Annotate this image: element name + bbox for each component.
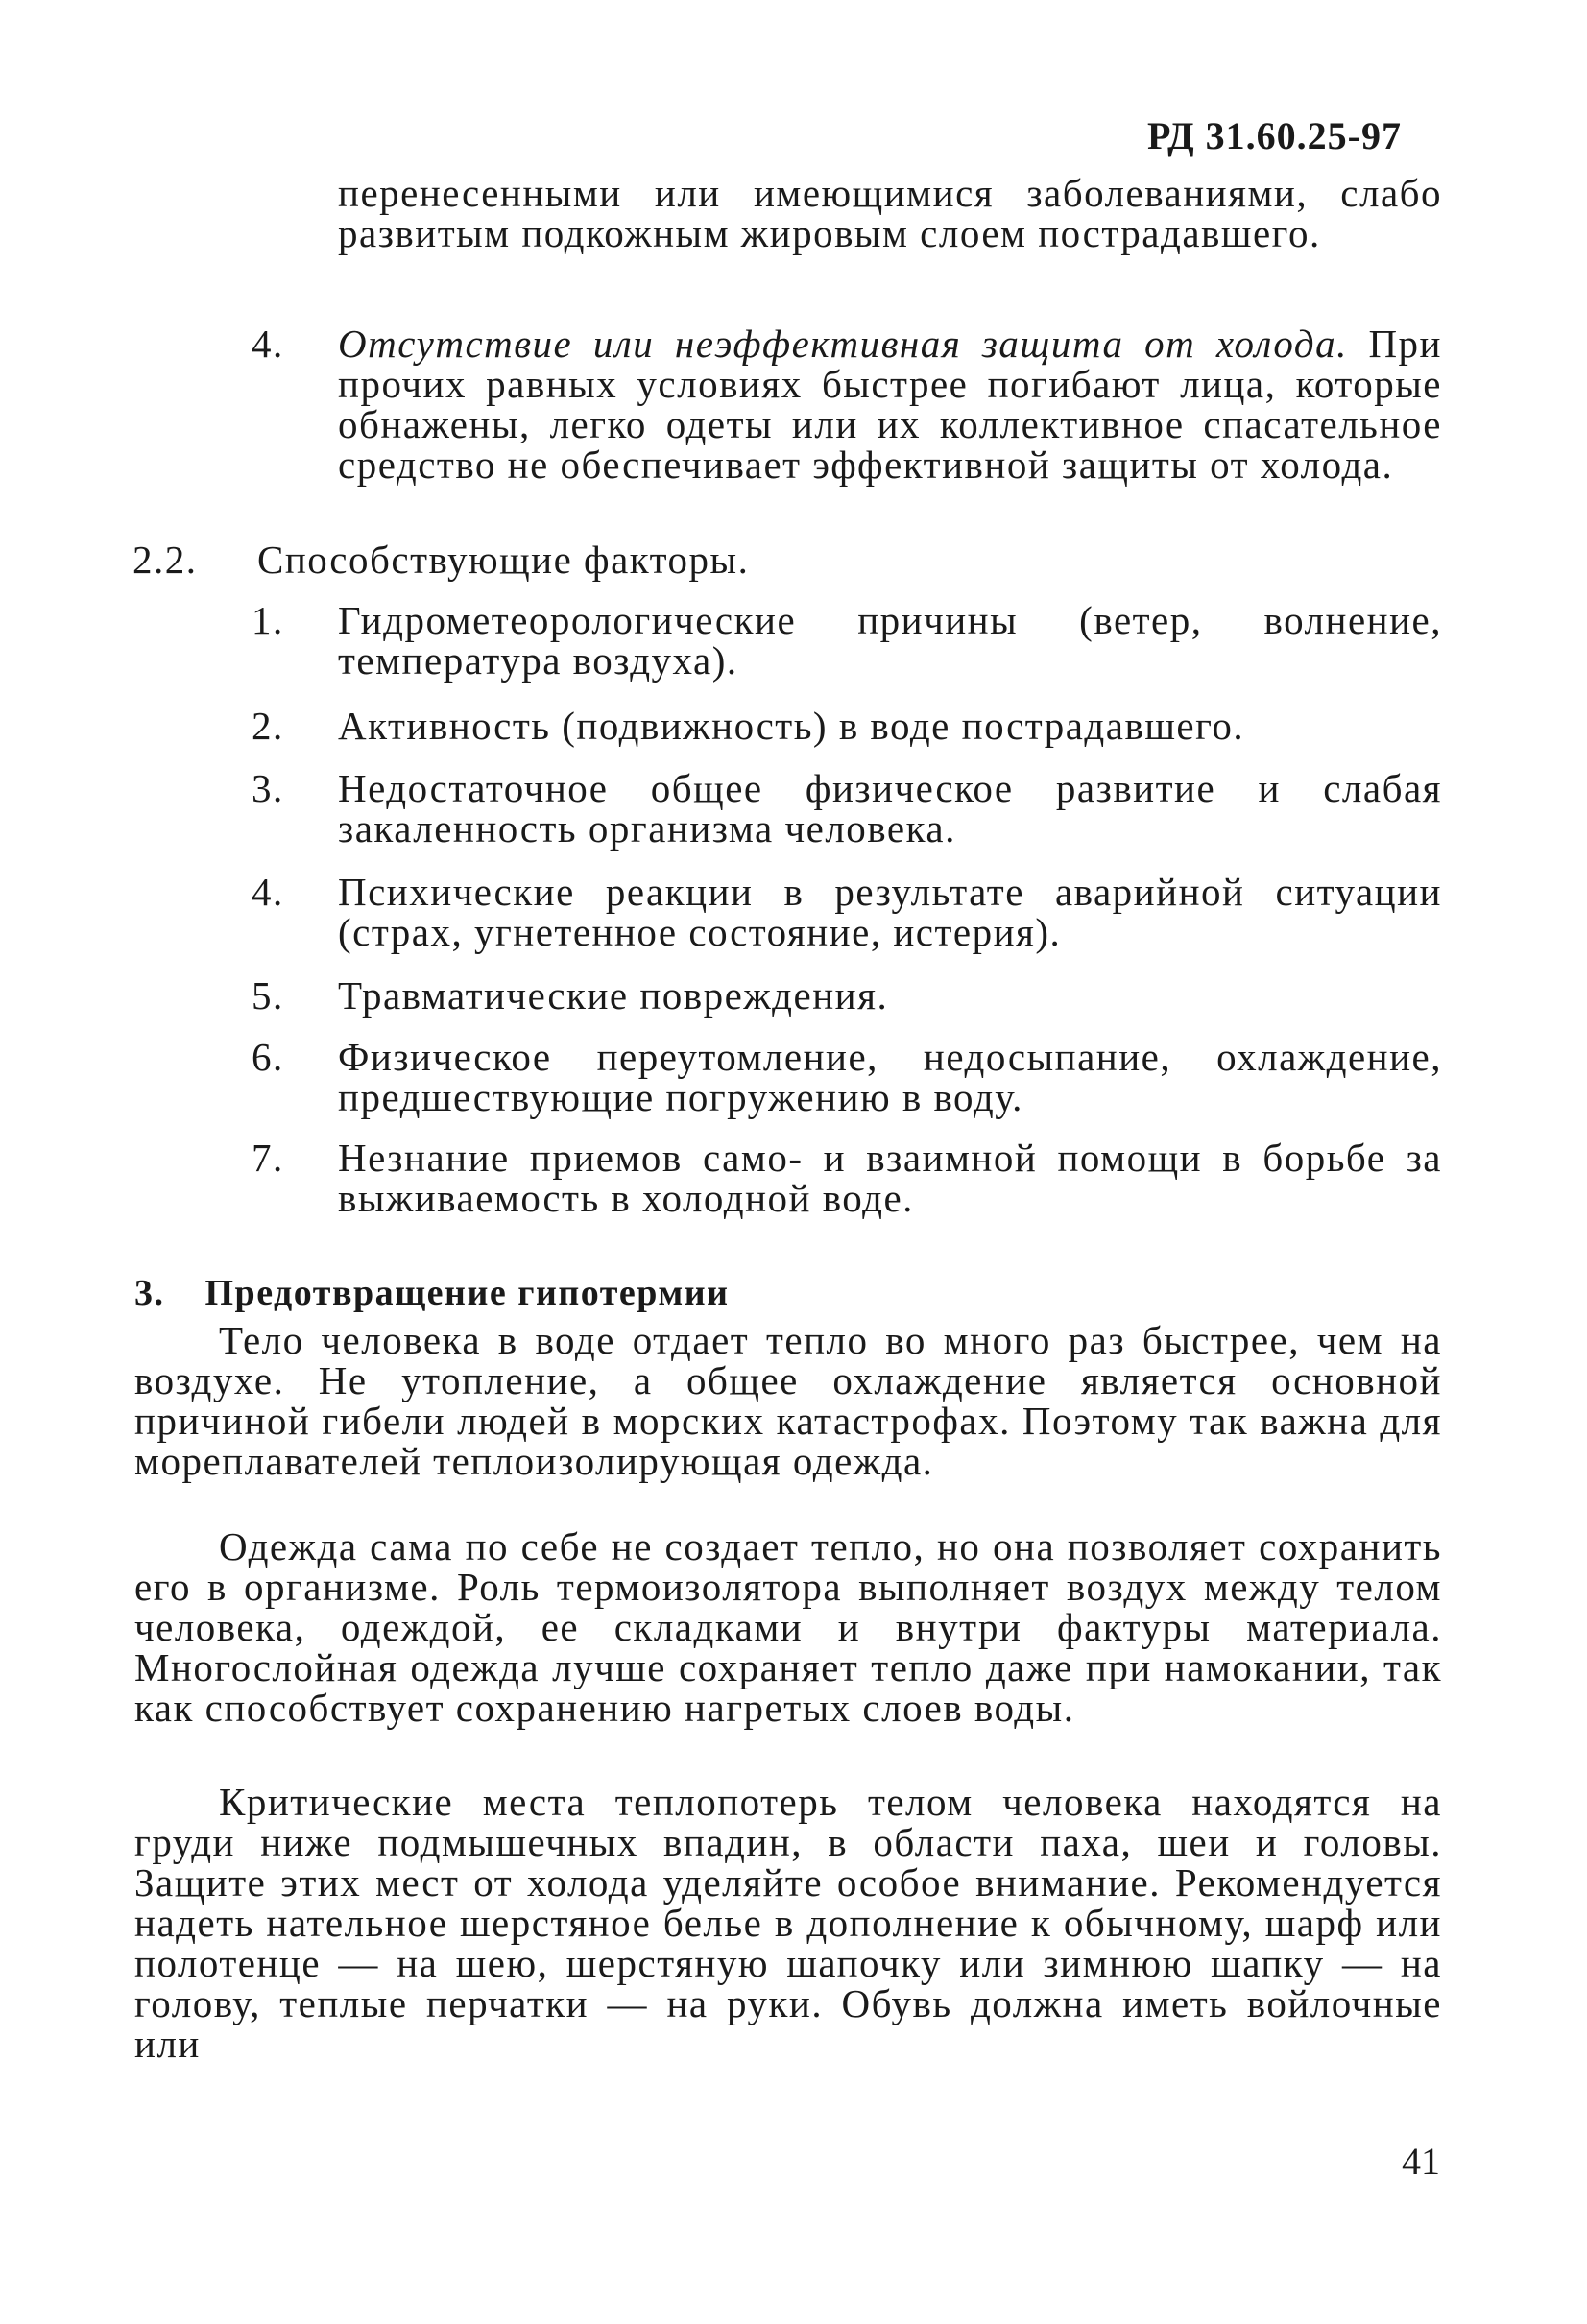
list-item xyxy=(252,768,1442,849)
item-italic-title: Отсутствие или неэффективная защита от холода. xyxy=(338,322,1348,366)
list-item-text: Активность (подвижность) в воде пострадавшего. xyxy=(338,704,1245,748)
list-item xyxy=(252,1037,1442,1117)
list-item-number: 6. xyxy=(252,1035,284,1079)
document-code: РД 31.60.25-97 xyxy=(1147,114,1402,157)
list-item-text: Незнание приемов само- и взаимной помощи в борьбе за выживаемость в холодной воде. xyxy=(338,1136,1442,1220)
list-item xyxy=(252,975,1442,1016)
list-item-number: 4. xyxy=(252,870,284,914)
list-item xyxy=(252,323,1442,485)
list-item-text: Психические реакции в результате аварийной ситуации (страх, угнетенное состояние, истерия). xyxy=(338,870,1442,954)
list-item-number: 7. xyxy=(252,1136,284,1180)
item-text: При прочих равных условиях быстрее погибают лица, которые обнажены, легко одеты или их коллективное спасательное средство не обеспечивает эффективной защиты от холода. xyxy=(338,322,1443,487)
body-paragraph: Тело человека в воде отдает тепло во много раз быстрее, чем на воздухе. Не утопление, а общее охлаждение является основной причиной гибели людей в морских катастрофах. Поэтому так важна для мореплавателей теплоизолирующая одежда. xyxy=(134,1318,1442,1483)
list-item-body xyxy=(338,323,1442,485)
section-title: Способствующие факторы. xyxy=(257,538,750,582)
section-number: 3. xyxy=(134,1273,165,1313)
body-paragraph: Одежда сама по себе не создает тепло, но она позволяет сохранить его в организме. Роль термоизолятора выполняет воздух между телом человека, одеждой, ее складками и внутри фактуры материала. Многослойная одежда лучше сохраняет тепло даже при намокании, так как способствует сохранению нагретых слоев воды. xyxy=(134,1524,1442,1730)
list-item xyxy=(252,1138,1442,1218)
list-item-number: 3. xyxy=(252,766,284,810)
list-item-text: Травматические повреждения. xyxy=(338,973,889,1018)
section-3-heading xyxy=(134,1272,730,1314)
section-2-2-heading xyxy=(132,539,1438,580)
list-item xyxy=(252,600,1442,681)
list-item xyxy=(252,706,1442,746)
list-item-text: Недостаточное общее физическое развитие и слабая закаленность организма человека. xyxy=(338,766,1442,851)
continuation-paragraph: перенесенными или имеющимися заболеваниями, слабо развитым подкожным жировым слоем пострадавшего. xyxy=(338,171,1442,255)
list-item xyxy=(252,872,1442,952)
section-number: 2.2. xyxy=(132,538,198,582)
list-item-number: 2. xyxy=(252,704,284,748)
list-item-text: Гидрометеорологические причины (ветер, волнение, температура воздуха). xyxy=(338,598,1442,683)
body-paragraph: Критические места теплопотерь телом человека находятся на груди ниже подмышечных впадин, в области паха, шеи и головы. Защите этих мест от холода уделяйте особое внимание. Рекомендуется надеть нательное шерстяное белье в дополнение к обычному, шарф или полотенце — на шею, шерстяную шапочку или зимнюю шапку — на голову, теплые перчатки — на руки. Обувь должна иметь войлочные или xyxy=(134,1780,1442,2066)
list-item-number: 1. xyxy=(252,598,284,642)
list-item-number: 5. xyxy=(252,973,284,1018)
list-item-number: 4. xyxy=(252,322,284,366)
list-item-text: Физическое переутомление, недосыпание, охлаждение, предшествующие погружению в воду. xyxy=(338,1035,1442,1119)
section-title: Предотвращение гипотермии xyxy=(204,1273,730,1313)
page-number: 41 xyxy=(1402,2140,1440,2183)
